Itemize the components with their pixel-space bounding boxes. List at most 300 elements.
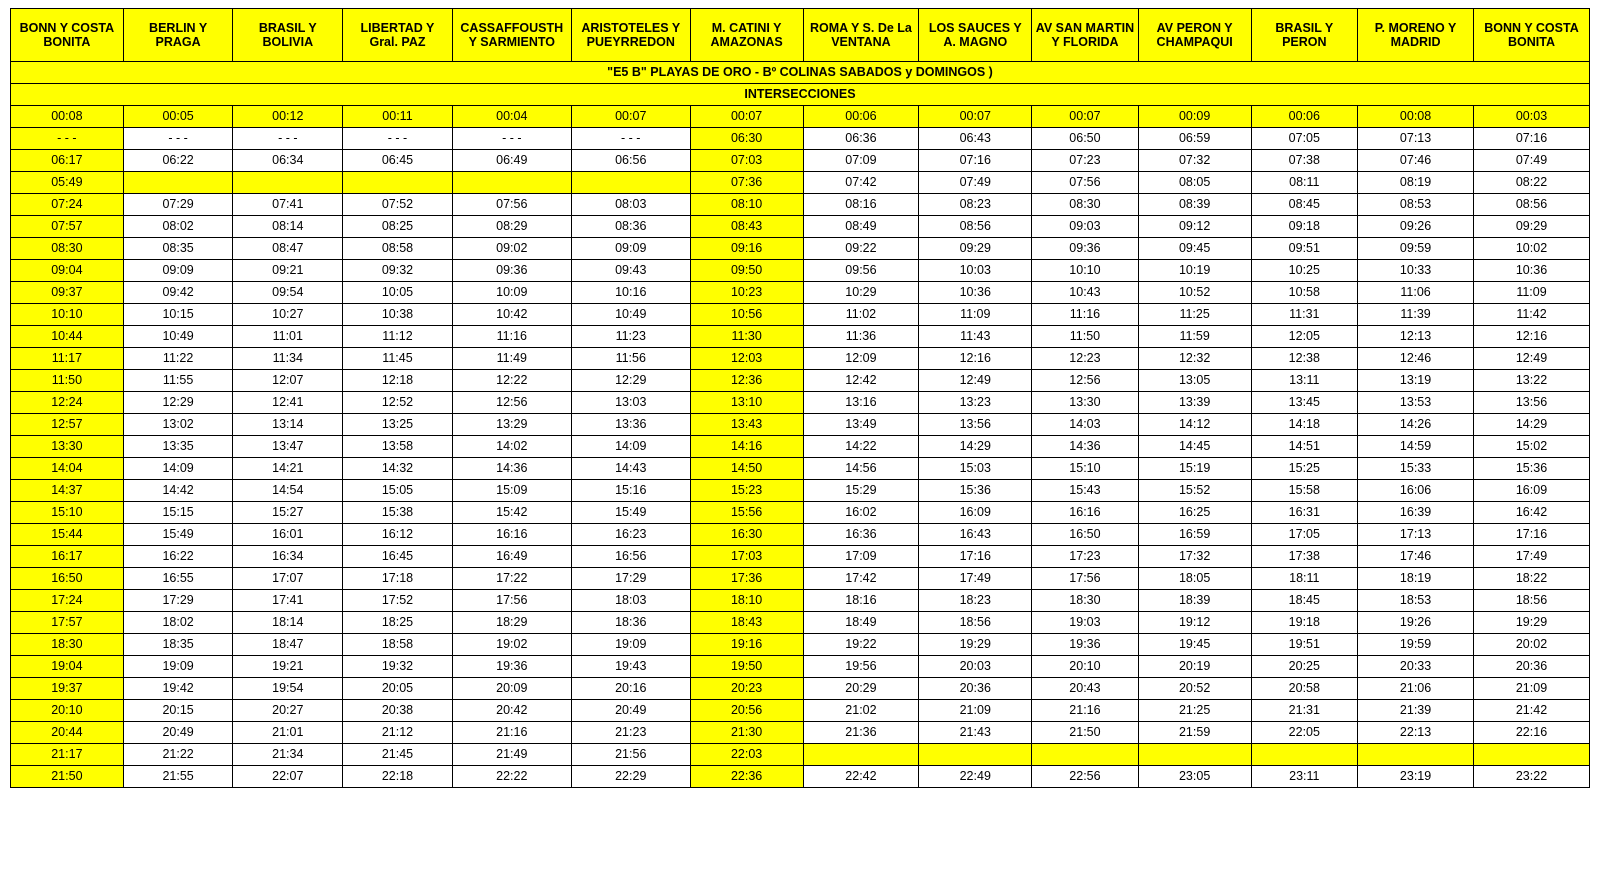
- table-cell-time: 12:56: [1032, 370, 1139, 392]
- table-cell-time: 21:49: [452, 744, 571, 766]
- table-cell-time: 14:56: [803, 458, 919, 480]
- table-cell-time: 12:16: [919, 348, 1032, 370]
- table-cell-time: 07:46: [1358, 150, 1474, 172]
- table-cell-time: 16:59: [1138, 524, 1251, 546]
- table-cell-time: 20:44: [11, 722, 124, 744]
- table-cell-time: 12:05: [1251, 326, 1358, 348]
- table-cell-time: 17:49: [919, 568, 1032, 590]
- table-cell-time: 20:25: [1251, 656, 1358, 678]
- table-cell-time: 07:29: [123, 194, 233, 216]
- table-cell-time: 19:43: [571, 656, 690, 678]
- table-cell-time: 15:33: [1358, 458, 1474, 480]
- table-cell-time: 16:56: [571, 546, 690, 568]
- table-cell-time: 19:51: [1251, 634, 1358, 656]
- table-cell-time: - - -: [571, 128, 690, 150]
- table-cell-time: 14:02: [452, 436, 571, 458]
- table-cell-time: 17:36: [690, 568, 803, 590]
- table-cell-time: 10:36: [919, 282, 1032, 304]
- table-cell-time: 17:38: [1251, 546, 1358, 568]
- table-cell-time: 08:05: [1138, 172, 1251, 194]
- table-cell-time: 19:45: [1138, 634, 1251, 656]
- table-cell-time: 21:01: [233, 722, 343, 744]
- table-cell-time: 10:33: [1358, 260, 1474, 282]
- table-cell-time: 18:30: [1032, 590, 1139, 612]
- table-row: [11, 458, 1590, 480]
- table-cell-time: 19:04: [11, 656, 124, 678]
- table-cell-time: 21:42: [1474, 700, 1590, 722]
- table-cell-time: 19:21: [233, 656, 343, 678]
- table-cell-time: 14:45: [1138, 436, 1251, 458]
- table-cell-time: 13:19: [1358, 370, 1474, 392]
- table-cell-time: 20:09: [452, 678, 571, 700]
- table-cell-time: 12:23: [1032, 348, 1139, 370]
- table-cell-time: 06:49: [452, 150, 571, 172]
- table-cell-time: 23:11: [1251, 766, 1358, 788]
- table-row: [11, 128, 1590, 150]
- table-cell-time: 12:57: [11, 414, 124, 436]
- table-cell-time: 13:23: [919, 392, 1032, 414]
- table-cell-time: 14:43: [571, 458, 690, 480]
- table-cell-time: 11:01: [233, 326, 343, 348]
- table-cell-time: 07:03: [690, 150, 803, 172]
- table-cell-time: 13:30: [1032, 392, 1139, 414]
- table-cell-time: 10:16: [571, 282, 690, 304]
- table-cell-time: 21:25: [1138, 700, 1251, 722]
- table-cell-time: 08:47: [233, 238, 343, 260]
- table-cell-time: 18:11: [1251, 568, 1358, 590]
- table-cell-time: 08:03: [571, 194, 690, 216]
- table-cell-time: 00:12: [233, 106, 343, 128]
- table-cell-time: 07:13: [1358, 128, 1474, 150]
- table-cell-time: 16:36: [803, 524, 919, 546]
- table-row: [11, 766, 1590, 788]
- table-cell-time: 19:09: [123, 656, 233, 678]
- table-cell-time: 19:54: [233, 678, 343, 700]
- table-cell-time: 14:22: [803, 436, 919, 458]
- table-cell-time: 15:52: [1138, 480, 1251, 502]
- table-cell-time: 19:02: [452, 634, 571, 656]
- table-cell-time: 00:07: [919, 106, 1032, 128]
- table-cell-time: 20:27: [233, 700, 343, 722]
- table-cell-time: 12:29: [571, 370, 690, 392]
- table-cell-time: 17:07: [233, 568, 343, 590]
- table-cell-time: 13:05: [1138, 370, 1251, 392]
- table-cell-time: 16:34: [233, 546, 343, 568]
- table-cell-time: 14:32: [343, 458, 453, 480]
- table-cell-time: 15:15: [123, 502, 233, 524]
- table-cell-time: 16:43: [919, 524, 1032, 546]
- table-row: [11, 194, 1590, 216]
- table-cell-time: 11:17: [11, 348, 124, 370]
- table-cell-time: 12:56: [452, 392, 571, 414]
- table-cell-time: 21:50: [1032, 722, 1139, 744]
- column-header-brasil-peron: BRASIL Y PERON: [1251, 9, 1358, 62]
- table-cell-time: 14:51: [1251, 436, 1358, 458]
- table-cell-time: 20:49: [123, 722, 233, 744]
- table-cell-time: 11:50: [11, 370, 124, 392]
- table-cell-time: 09:22: [803, 238, 919, 260]
- table-subtitle-row: [11, 84, 1590, 106]
- table-cell-time: 06:30: [690, 128, 803, 150]
- table-cell-time: 20:38: [343, 700, 453, 722]
- table-cell-time: 16:12: [343, 524, 453, 546]
- table-cell-time: 17:56: [1032, 568, 1139, 590]
- table-cell-time: 11:06: [1358, 282, 1474, 304]
- table-row: [11, 546, 1590, 568]
- table-cell-time: 13:14: [233, 414, 343, 436]
- table-cell-time: 13:30: [11, 436, 124, 458]
- table-cell-time: 21:16: [452, 722, 571, 744]
- table-cell-time: 07:32: [1138, 150, 1251, 172]
- table-cell-time: 18:16: [803, 590, 919, 612]
- table-cell-time: 19:26: [1358, 612, 1474, 634]
- table-cell-time: 18:10: [690, 590, 803, 612]
- table-cell-time: 16:16: [1032, 502, 1139, 524]
- table-cell-time: 07:23: [1032, 150, 1139, 172]
- table-cell-time: 19:42: [123, 678, 233, 700]
- table-cell-time: 10:38: [343, 304, 453, 326]
- table-cell-time: 12:41: [233, 392, 343, 414]
- table-cell-time: 00:04: [452, 106, 571, 128]
- table-cell-time: 08:16: [803, 194, 919, 216]
- table-cell-time: 10:10: [11, 304, 124, 326]
- table-cell-time: 09:32: [343, 260, 453, 282]
- table-cell-time: 18:56: [919, 612, 1032, 634]
- table-cell-time: 09:36: [1032, 238, 1139, 260]
- table-cell-time: 13:45: [1251, 392, 1358, 414]
- table-cell-time: 08:58: [343, 238, 453, 260]
- table-cell-time: 15:49: [571, 502, 690, 524]
- table-cell-time: 07:09: [803, 150, 919, 172]
- table-cell-time: 00:06: [1251, 106, 1358, 128]
- table-cell-time: 18:30: [11, 634, 124, 656]
- table-cell-time: 07:52: [343, 194, 453, 216]
- table-row: [11, 612, 1590, 634]
- table-cell-time: 22:07: [233, 766, 343, 788]
- table-cell-time: 08:39: [1138, 194, 1251, 216]
- table-cell-time: 17:46: [1358, 546, 1474, 568]
- table-cell-time: 09:50: [690, 260, 803, 282]
- table-cell-time: 17:23: [1032, 546, 1139, 568]
- column-header-libertad-gral-paz: LIBERTAD Y Gral. PAZ: [343, 9, 453, 62]
- table-header: [11, 9, 1590, 62]
- table-row: [11, 480, 1590, 502]
- table-cell-time: 10:36: [1474, 260, 1590, 282]
- table-cell-time: 11:02: [803, 304, 919, 326]
- table-cell-time: 19:12: [1138, 612, 1251, 634]
- table-cell-time: 07:56: [452, 194, 571, 216]
- table-cell-time: 17:29: [571, 568, 690, 590]
- table-row: [11, 260, 1590, 282]
- table-cell-time: 12:07: [233, 370, 343, 392]
- table-cell-time: 13:36: [571, 414, 690, 436]
- table-cell-time: 14:29: [919, 436, 1032, 458]
- table-row: [11, 656, 1590, 678]
- table-row: [11, 172, 1590, 194]
- table-cell-time: 16:49: [452, 546, 571, 568]
- table-cell-time: 16:42: [1474, 502, 1590, 524]
- table-cell-time: 10:02: [1474, 238, 1590, 260]
- table-cell-time: 16:01: [233, 524, 343, 546]
- table-cell-time: 18:25: [343, 612, 453, 634]
- table-cell-time: 08:45: [1251, 194, 1358, 216]
- table-cell-time: 12:46: [1358, 348, 1474, 370]
- table-cell-time: 00:07: [1032, 106, 1139, 128]
- table-cell-time: 10:43: [1032, 282, 1139, 304]
- table-cell-time: 21:22: [123, 744, 233, 766]
- table-cell-time: 18:29: [452, 612, 571, 634]
- table-cell-time: 20:33: [1358, 656, 1474, 678]
- table-cell-time: 15:16: [571, 480, 690, 502]
- table-cell-time: 21:17: [11, 744, 124, 766]
- table-cell-time: 16:39: [1358, 502, 1474, 524]
- table-cell-time: 15:03: [919, 458, 1032, 480]
- table-row: [11, 106, 1590, 128]
- table-cell-time: 08:43: [690, 216, 803, 238]
- table-cell-time: 14:12: [1138, 414, 1251, 436]
- column-header-bonn-costa-bonita-ida: BONN Y COSTA BONITA: [11, 9, 124, 62]
- table-cell-time: 07:36: [690, 172, 803, 194]
- table-cell-time: 11:55: [123, 370, 233, 392]
- table-cell-time: 18:49: [803, 612, 919, 634]
- table-cell-time: 13:35: [123, 436, 233, 458]
- table-cell-time: 13:53: [1358, 392, 1474, 414]
- table-cell-time: 21:55: [123, 766, 233, 788]
- table-cell-time: 17:41: [233, 590, 343, 612]
- table-cell-time: 20:49: [571, 700, 690, 722]
- table-cell-time: 18:56: [1474, 590, 1590, 612]
- table-cell-time: 06:45: [343, 150, 453, 172]
- table-cell-time: 15:36: [1474, 458, 1590, 480]
- table-cell-time: 09:36: [452, 260, 571, 282]
- table-cell-time: 15:10: [11, 502, 124, 524]
- table-row: [11, 678, 1590, 700]
- table-cell-time: 00:08: [11, 106, 124, 128]
- table-cell-time: 11:56: [571, 348, 690, 370]
- table-cell-time: 11:45: [343, 348, 453, 370]
- table-cell-time: 09:03: [1032, 216, 1139, 238]
- table-cell-time: 11:22: [123, 348, 233, 370]
- table-cell-time: 14:18: [1251, 414, 1358, 436]
- table-cell-time: 08:19: [1358, 172, 1474, 194]
- table-cell-time: 07:56: [1032, 172, 1139, 194]
- table-cell-time: 09:02: [452, 238, 571, 260]
- table-row: [11, 590, 1590, 612]
- table-cell-time: 09:18: [1251, 216, 1358, 238]
- table-cell-time: 14:59: [1358, 436, 1474, 458]
- table-cell-time: 16:25: [1138, 502, 1251, 524]
- table-cell-time: - - -: [452, 128, 571, 150]
- table-cell-time: 14:29: [1474, 414, 1590, 436]
- table-cell-time: 09:12: [1138, 216, 1251, 238]
- table-cell-time: 21:50: [11, 766, 124, 788]
- table-cell-time: 07:42: [803, 172, 919, 194]
- table-cell-time: 13:43: [690, 414, 803, 436]
- table-cell-time: 08:10: [690, 194, 803, 216]
- table-cell-time: 11:23: [571, 326, 690, 348]
- table-cell-time: 16:16: [452, 524, 571, 546]
- table-row: [11, 392, 1590, 414]
- table-cell-time: 22:16: [1474, 722, 1590, 744]
- table-cell-time: 07:41: [233, 194, 343, 216]
- table-cell-time: 05:49: [11, 172, 124, 194]
- table-cell-time: 21:31: [1251, 700, 1358, 722]
- table-cell-time: 12:09: [803, 348, 919, 370]
- table-cell-time: 11:12: [343, 326, 453, 348]
- table-cell-time: 11:42: [1474, 304, 1590, 326]
- table-cell-time: 11:34: [233, 348, 343, 370]
- table-cell-time: 10:05: [343, 282, 453, 304]
- column-header-roma-s-de-la-ventana: ROMA Y S. De La VENTANA: [803, 9, 919, 62]
- table-cell-time: 09:09: [571, 238, 690, 260]
- column-header-aristoteles-pueyrredon: ARISTOTELES Y PUEYRREDON: [571, 9, 690, 62]
- table-cell-time: 16:31: [1251, 502, 1358, 524]
- table-cell-time: 16:50: [1032, 524, 1139, 546]
- table-cell-time: 09:42: [123, 282, 233, 304]
- table-cell-time: 12:32: [1138, 348, 1251, 370]
- schedule-table: [10, 8, 1590, 788]
- table-cell-time: 18:45: [1251, 590, 1358, 612]
- table-cell-time: 16:17: [11, 546, 124, 568]
- table-cell-time: 08:14: [233, 216, 343, 238]
- table-row: [11, 722, 1590, 744]
- table-cell-time: 17:49: [1474, 546, 1590, 568]
- table-cell-time: 15:27: [233, 502, 343, 524]
- table-cell-time: 08:25: [343, 216, 453, 238]
- column-header-av-san-martin-florida: AV SAN MARTIN Y FLORIDA: [1032, 9, 1139, 62]
- table-cell-time: 11:31: [1251, 304, 1358, 326]
- table-row: [11, 700, 1590, 722]
- table-cell-time: 00:07: [690, 106, 803, 128]
- table-cell-time: 21:09: [919, 700, 1032, 722]
- table-cell-time: 18:02: [123, 612, 233, 634]
- table-cell-time: 18:03: [571, 590, 690, 612]
- table-cell-time: 20:05: [343, 678, 453, 700]
- table-cell-time: 11:09: [1474, 282, 1590, 304]
- table-cell-empty: [233, 172, 343, 194]
- table-cell-time: 21:45: [343, 744, 453, 766]
- table-cell-time: 07:49: [1474, 150, 1590, 172]
- table-cell-time: 18:58: [343, 634, 453, 656]
- table-cell-time: 17:05: [1251, 524, 1358, 546]
- table-cell-time: 10:49: [123, 326, 233, 348]
- table-cell-time: 15:44: [11, 524, 124, 546]
- table-cell-time: 14:42: [123, 480, 233, 502]
- table-cell-time: 13:25: [343, 414, 453, 436]
- column-header-brasil-bolivia: BRASIL Y BOLIVIA: [233, 9, 343, 62]
- table-cell-time: 13:02: [123, 414, 233, 436]
- table-cell-time: 08:29: [452, 216, 571, 238]
- table-cell-time: 19:16: [690, 634, 803, 656]
- table-cell-time: 00:06: [803, 106, 919, 128]
- table-cell-time: 07:24: [11, 194, 124, 216]
- table-cell-time: 14:50: [690, 458, 803, 480]
- table-cell-time: 10:49: [571, 304, 690, 326]
- table-cell-time: 06:34: [233, 150, 343, 172]
- table-cell-time: 17:29: [123, 590, 233, 612]
- table-cell-time: 19:29: [919, 634, 1032, 656]
- table-cell-time: 15:25: [1251, 458, 1358, 480]
- table-cell-time: 18:14: [233, 612, 343, 634]
- table-cell-time: 17:03: [690, 546, 803, 568]
- page-title: "E5 B" PLAYAS DE ORO - Bº COLINAS SABADOS y DOMINGOS ): [11, 62, 1590, 84]
- table-cell-time: 10:23: [690, 282, 803, 304]
- table-cell-time: 15:09: [452, 480, 571, 502]
- table-cell-time: 09:04: [11, 260, 124, 282]
- table-cell-time: 12:42: [803, 370, 919, 392]
- table-cell-time: 19:37: [11, 678, 124, 700]
- table-cell-time: 10:29: [803, 282, 919, 304]
- table-cell-time: 15:58: [1251, 480, 1358, 502]
- table-cell-time: 14:09: [571, 436, 690, 458]
- table-cell-time: 09:29: [1474, 216, 1590, 238]
- table-cell-empty: [1474, 744, 1590, 766]
- table-cell-time: 08:56: [1474, 194, 1590, 216]
- table-cell-time: 12:16: [1474, 326, 1590, 348]
- table-cell-time: 14:04: [11, 458, 124, 480]
- table-cell-time: 06:59: [1138, 128, 1251, 150]
- table-cell-time: 16:30: [690, 524, 803, 546]
- table-cell-time: 21:34: [233, 744, 343, 766]
- table-cell-time: 09:37: [11, 282, 124, 304]
- table-cell-time: 10:09: [452, 282, 571, 304]
- table-cell-time: 14:36: [452, 458, 571, 480]
- table-cell-time: 10:44: [11, 326, 124, 348]
- table-cell-time: 09:09: [123, 260, 233, 282]
- table-cell-time: 11:16: [452, 326, 571, 348]
- table-cell-time: 22:18: [343, 766, 453, 788]
- table-cell-time: 20:19: [1138, 656, 1251, 678]
- table-cell-time: 11:49: [452, 348, 571, 370]
- table-cell-time: 10:42: [452, 304, 571, 326]
- table-cell-time: 13:56: [1474, 392, 1590, 414]
- table-cell-time: 16:02: [803, 502, 919, 524]
- table-cell-time: 07:49: [919, 172, 1032, 194]
- table-cell-time: 17:18: [343, 568, 453, 590]
- table-cell-time: 00:08: [1358, 106, 1474, 128]
- table-cell-empty: [452, 172, 571, 194]
- table-cell-time: 09:45: [1138, 238, 1251, 260]
- table-cell-time: 09:21: [233, 260, 343, 282]
- table-row: [11, 216, 1590, 238]
- table-cell-time: 08:23: [919, 194, 1032, 216]
- table-body: [11, 106, 1590, 788]
- table-cell-time: 14:03: [1032, 414, 1139, 436]
- table-cell-time: 13:16: [803, 392, 919, 414]
- table-cell-time: 12:24: [11, 392, 124, 414]
- table-cell-time: 17:52: [343, 590, 453, 612]
- table-cell-time: 12:49: [919, 370, 1032, 392]
- table-cell-empty: [1032, 744, 1139, 766]
- table-cell-time: 15:05: [343, 480, 453, 502]
- table-cell-time: 12:52: [343, 392, 453, 414]
- table-cell-time: 08:11: [1251, 172, 1358, 194]
- table-cell-time: 19:59: [1358, 634, 1474, 656]
- table-cell-time: 14:36: [1032, 436, 1139, 458]
- table-cell-time: 09:43: [571, 260, 690, 282]
- table-cell-time: 20:42: [452, 700, 571, 722]
- table-cell-time: 16:23: [571, 524, 690, 546]
- table-cell-empty: [1358, 744, 1474, 766]
- table-cell-time: 18:36: [571, 612, 690, 634]
- table-cell-time: 13:22: [1474, 370, 1590, 392]
- table-cell-time: 08:36: [571, 216, 690, 238]
- table-cell-time: 20:58: [1251, 678, 1358, 700]
- table-cell-time: 11:30: [690, 326, 803, 348]
- column-header-bonn-costa-bonita-vuelta: BONN Y COSTA BONITA: [1474, 9, 1590, 62]
- table-cell-time: 15:23: [690, 480, 803, 502]
- table-cell-empty: [803, 744, 919, 766]
